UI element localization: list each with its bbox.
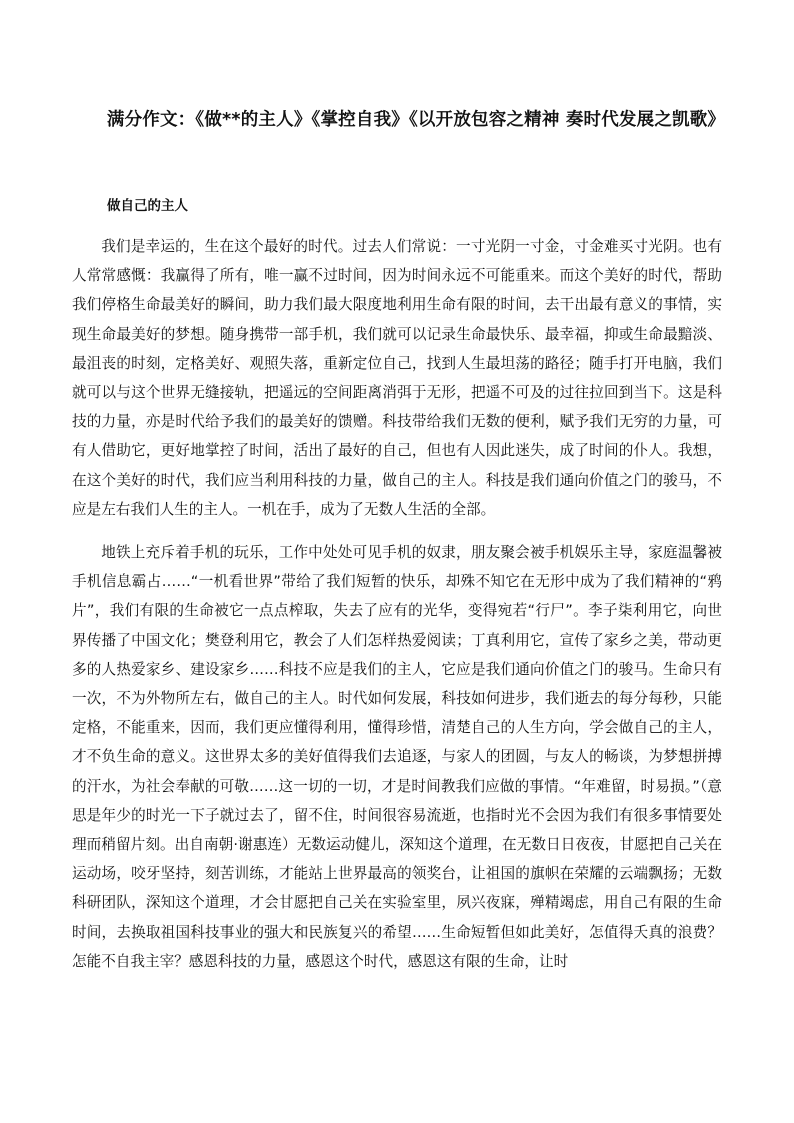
page-title: 满分作文：《做**的主人》《掌控自我》《以开放包容之精神 奏时代发展之凯歌》 [106,110,726,130]
essay-body [72,232,722,976]
paragraph: 地铁上充斥着手机的玩乐，工作中处处可见手机的奴隶，朋友聚会被手机娱乐主导，家庭温馨被手机信息霸占……“一机看世界”带给了我们短暂的快乐，却殊不知它在无形中成为了我们精神的“鸦片”，我们有限的生命被它一点点榨取，失去了应有的光华，变得宛若“行尸”。李子柒利用它，向世界传播了中国文化；樊登利用它，教会了人们怎样热爱阅读；丁真利用它，宣传了家乡之美，带动更多的人热爱家乡、建设家乡……科技不应是我们的主人，它应是我们通向价值之门的骏马。生命只有一次，不为外物所左右，做自己的主人。时代如何发展，科技如何进步，我们逝去的每分每秒，只能定格，不能重来，因而，我们更应懂得利用，懂得珍惜，清楚自己的人生方向，学会做自己的主人，才不负生命的意义。这世界太多的美好值得我们去追逐，与家人的团圆，与友人的畅谈，为梦想拼搏的汗水，为社会奉献的可敬……这一切的一切，才是时间教我们应做的事情。“年难留，时易损。”（意思是年少的时光一下子就过去了，留不住，时间很容易流逝，也指时光不会因为我们有很多事情要处理而稍留片刻。出自南朝·谢惠连）无数运动健儿，深知这个道理，在无数日日夜夜，甘愿把自己关在运动场，咬牙坚持，刻苦训练，才能站上世界最高的领奖台，让祖国的旗帜在荣耀的云端飘扬；无数科研团队，深知这个道理，才会甘愿把自己关在实验室里，夙兴夜寐，殚精竭虑，用自己有限的生命时间，去换取祖国科技事业的强大和民族复兴的希望……生命短暂但如此美好，怎值得夭真的浪费？怎能不自我主宰？感恩科技的力量，感恩这个时代，感恩这有限的生命，让时 [72,544,722,970]
paragraph: 我们是幸运的，生在这个最好的时代。过去人们常说：一寸光阴一寸金，寸金难买寸光阴。也有人常常感慨：我赢得了所有，唯一赢不过时间，因为时间永远不可能重来。而这个美好的时代，帮助我们停格生命最美好的瞬间，助力我们最大限度地利用生命有限的时间，去干出最有意义的事情，实现生命最美好的梦想。随身携带一部手机，我们就可以记录生命最快乐、最幸福，抑或生命最黯淡、最沮丧的时刻，定格美好、观照失落，重新定位自己，找到人生最坦荡的路径；随手打开电脑，我们就可以与这个世界无缝接轨，把遥远的空间距离消弭于无形，把遥不可及的过往拉回到当下。这是科技的力量，亦是时代给予我们的最美好的馈赠。科技带给我们无数的便利，赋予我们无穷的力量，可有人借助它，更好地掌控了时间，活出了最好的自己，但也有人因此迷失，成了时间的仆人。我想，在这个美好的时代，我们应当利用科技的力量，做自己的主人。科技是我们通向价值之门的骏马，不应是左右我们人生的主人。一机在手，成为了无数人生活的全部。 [72,238,722,518]
section-heading: 做自己的主人 [107,198,188,214]
